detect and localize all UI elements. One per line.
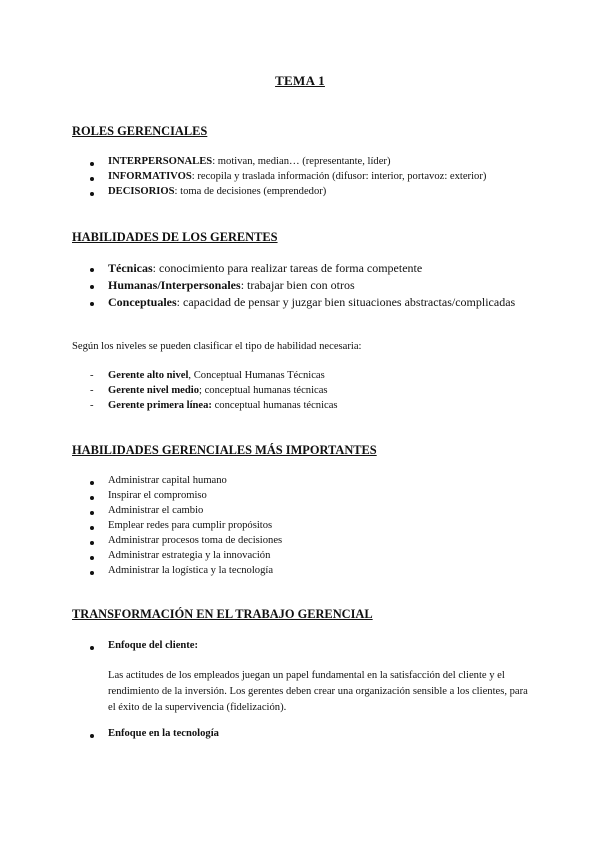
importante-text: Emplear redes para cumplir propósitos [108,520,273,531]
bullet-icon [90,511,94,515]
bullet-icon [90,481,94,485]
bullet-icon [90,192,94,196]
role-term: INFORMATIVOS [108,171,192,182]
importante-text: Administrar capital humano [108,475,227,486]
bullet-icon [90,177,94,181]
bullet-icon [90,302,94,306]
importante-text: Administrar la logística y la tecnología [108,565,274,576]
enfoque-cliente-paragraph: Las actitudes de los empleados juegan un papel fundamental en la satisfacción del cliente y el rendimiento de la inversión. Los gerentes deben crear una organización sensible a los clientes, para el éxito de la supervivencia (fidelización). [108,670,528,713]
level-term: Gerente alto nivel [108,370,189,381]
skill-desc: : conocimiento para realizar tareas de forma competente [152,261,423,275]
dash-marker: - [90,385,94,396]
level-term: Gerente primera línea: [108,400,212,411]
importante-text: Administrar estrategia y la innovación [108,550,271,561]
bullet-icon [90,541,94,545]
section-heading-transformacion: TRANSFORMACIÓN EN EL TRABAJO GERENCIAL [72,607,373,621]
level-desc: conceptual humanas técnicas [211,400,338,411]
skill-desc: : capacidad de pensar y juzgar bien situaciones abstractas/complicadas [176,295,516,309]
role-term: DECISORIOS [108,186,175,197]
importante-text: Administrar el cambio [108,505,204,516]
importante-text: Inspirar el compromiso [108,490,207,501]
importante-text: Administrar procesos toma de decisiones [108,535,283,546]
bullet-icon [90,526,94,530]
skill-term: Conceptuales [108,295,177,309]
skill-desc: : trabajar bien con otros [240,278,355,292]
skill-term: Técnicas [108,261,153,275]
enfoque-cliente: Enfoque del cliente: [108,640,199,651]
skill-term: Humanas/Interpersonales [108,278,241,292]
enfoque-tecnologia: Enfoque en la tecnología [108,728,219,739]
page-title: TEMA 1 [275,73,325,88]
role-term: INTERPERSONALES [108,156,213,167]
dash-marker: - [90,370,94,381]
level-term: Gerente nivel medio [108,385,200,396]
bullet-icon [90,162,94,166]
bullet-icon [90,646,94,650]
role-desc: : motivan, median… (representante, líder) [212,156,391,167]
bullet-icon [90,496,94,500]
role-desc: : toma de decisiones (emprendedor) [174,186,327,197]
section-heading-importantes: HABILIDADES GERENCIALES MÁS IMPORTANTES [72,443,377,457]
level-desc: ; conceptual humanas técnicas [199,385,328,396]
bullet-icon [90,268,94,272]
section-heading-habilidades: HABILIDADES DE LOS GERENTES [72,230,278,244]
role-desc: : recopila y traslada información (difusor: interior, portavoz: exterior) [191,171,487,182]
bullet-icon [90,285,94,289]
bullet-icon [90,571,94,575]
section-heading-roles: ROLES GERENCIALES [72,124,208,138]
bullet-icon [90,556,94,560]
bullet-icon [90,734,94,738]
level-desc: , Conceptual Humanas Técnicas [188,370,325,381]
niveles-intro: Según los niveles se pueden clasificar el tipo de habilidad necesaria: [72,341,362,352]
dash-marker: - [90,400,94,411]
